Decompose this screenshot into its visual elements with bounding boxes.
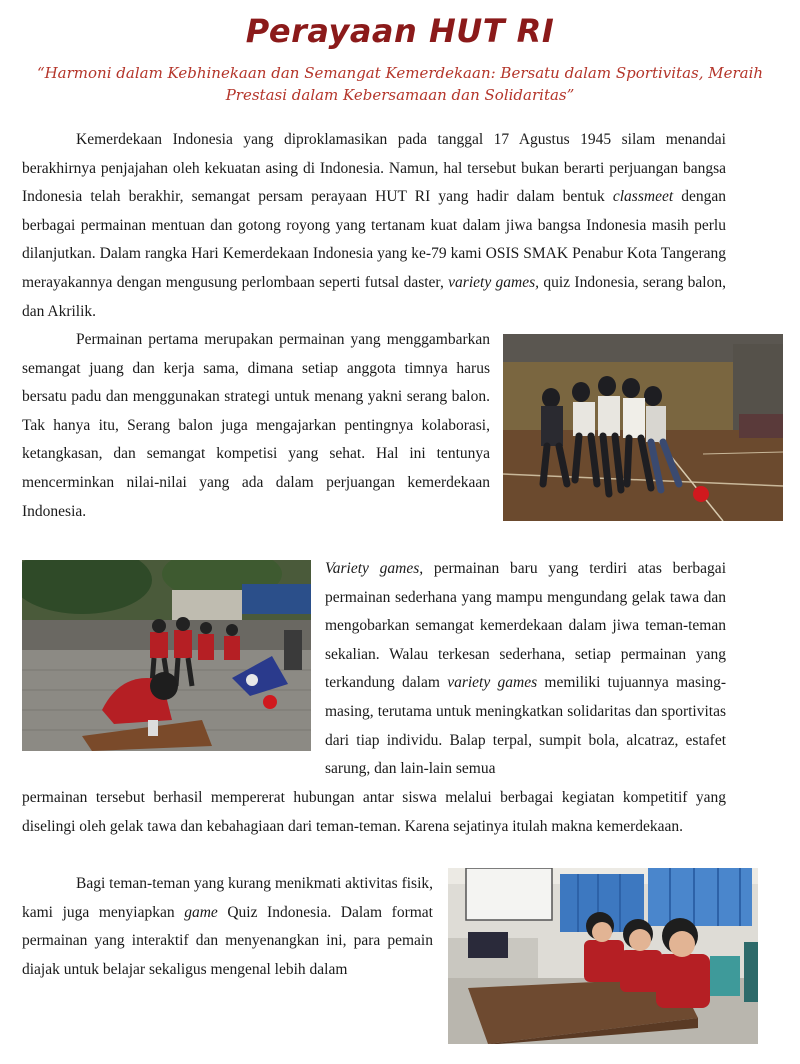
photo-serang-balon — [503, 334, 783, 521]
paragraph-variety-games: Variety games, permainan baru yang terdiri atas berbagai permainan sederhana yang mampu mengundang gelak tawa dan mengobarkan semangat kemerdekaan dalam jiwa teman-teman sekalian. Walau terkesan sederhana, setiap permainan yang terkandung dalam variety games memiliki tujuannya masing-masing, terutama untuk meningkatkan solidaritas dan sportivitas dari tiap individu. Balap terpal, sumpit bola, alcatraz, estafet sarung, dan lain-lain semua — [325, 560, 727, 778]
page-subtitle: “Harmoni dalam Kebhinekaan dan Semangat Kemerdekaan: Bersatu dalam Sportivitas, Meraih Prestasi dalam Kebersamaan dan Solidaritas” — [36, 64, 764, 104]
paragraph-serang-balon: Permainan pertama merupakan permainan yang menggambarkan semangat juang dan kerja sama, dimana setiap anggota timnya harus bersatu padu dan menggunakan strategi untuk menang yakni serang balon. Tak hanya itu, Serang balon juga mengajarkan pentingnya kolaborasi, ketangkasan, dan semangat kompetisi yang sehat. Hal ini tentunya mencerminkan nilai-nilai yang ada dalam perjuangan kemerdekaan Indonesia. — [22, 331, 490, 520]
paragraph-intro: Kemerdekaan Indonesia yang diproklamasikan pada tanggal 17 Agustus 1945 silam menandai berakhirnya penjajahan oleh kekuatan asing di Indonesia. Namun, hal tersebut bukan berarti perjuangan bangsa Indonesia telah berakhir, semangat persam perayaan HUT RI yang hadir dalam bentuk classmeet dengan berbagai permainan mentuan dan gotong royong yang tertanam kuat dalam jiwa bangsa Indonesia masih perlu dilanjutkan. Dalam rangka Hari Kemerdekaan Indonesia yang ke-79 kami OSIS SMAK Penabur Kota Tangerang merayakannya dengan mengusung perlombaan seperti futsal daster, variety games, quiz Indonesia, serang balon, dan Akrilik. — [22, 131, 727, 320]
photo-variety-games — [22, 560, 311, 751]
photo-quiz-indonesia — [448, 868, 758, 1044]
page-title: Perayaan HUT RI — [245, 12, 555, 50]
paragraph-quiz: Bagi teman-teman yang kurang menikmati aktivitas fisik, kami juga menyiapkan game Quiz Indonesia. Dalam format permainan yang interaktif dan menyenangkan ini, para pemain diajak untuk belajar sekaligus mengenal lebih dalam — [22, 875, 433, 978]
paragraph-variety-games-cont: permainan tersebut berhasil mempererat hubungan antar siswa melalui berbagai kegiatan kompetitif yang diselingi oleh gelak tawa dan kebahagiaan dari teman-teman. Karena sejatinya itulah makna kemerdekaan. — [22, 789, 726, 835]
